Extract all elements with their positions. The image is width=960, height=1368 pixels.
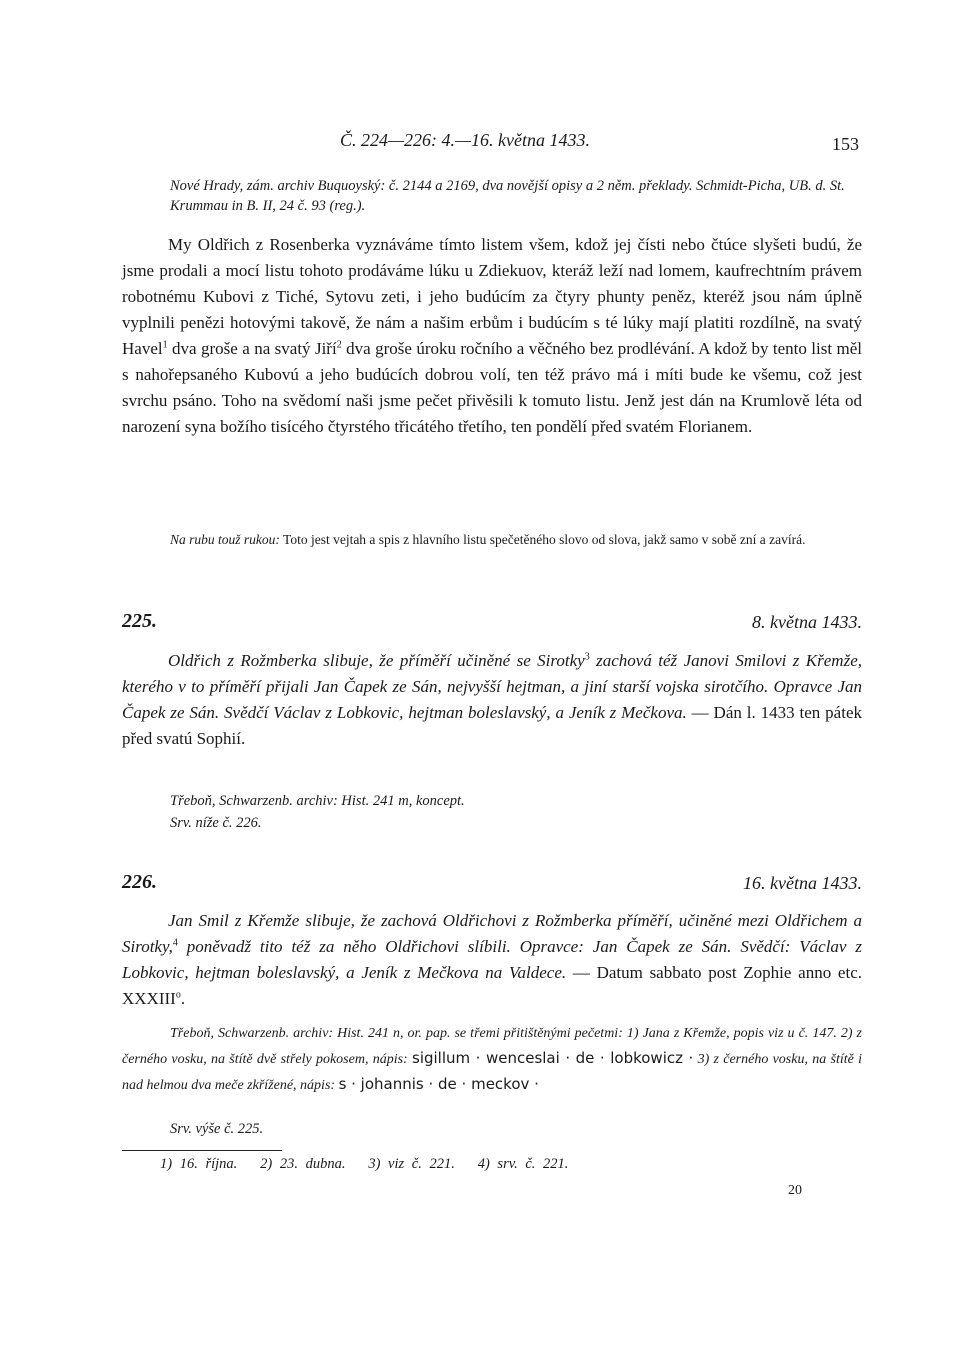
footnote-ref-2: 2 xyxy=(336,339,342,351)
footnote-ref-4: 4 xyxy=(172,937,178,949)
doc225-regest xyxy=(122,648,862,752)
doc226-see-also: Srv. výše č. 225. xyxy=(170,1121,264,1137)
doc225-date: 8. května 1433. xyxy=(752,612,862,632)
doc224-body xyxy=(122,232,862,440)
dorsal-note-label: Na rubu touž rukou: xyxy=(170,532,280,547)
doc226-text-c: — Datum sabbato post Zophie anno etc. XXXIII xyxy=(122,963,862,1008)
dorsal-note-text: Toto jest vejtah a spis z hlavního listu spečetěného slovo od slova, jakž samo v sobě zní a zavírá. xyxy=(279,532,806,547)
doc225-text-a: Oldřich z Rožmberka slibuje, že příměří učiněné se Sirotky xyxy=(168,651,585,670)
doc226-text-b: poněvadž tito též za něho Oldřichovi slíbili. Opravce: Jan Čapek ze Sán. Svědčí: Václav z Lobkovic, hejtman boleslavský, a Jeník z Mečkova na Valdece. xyxy=(122,937,862,982)
doc226-source xyxy=(122,1022,862,1098)
footnote-divider xyxy=(122,1150,282,1151)
seal-legend-2: s · johannis · de · meckov · xyxy=(338,1075,539,1093)
doc225-source: Třeboň, Schwarzenb. archiv: Hist. 241 m, koncept. xyxy=(170,793,465,809)
page-number: 153 xyxy=(832,134,859,154)
footnote-ref-3: 3 xyxy=(584,651,590,663)
doc226-source-b: 3) z černého vosku, na štítě i nad helmou dva meče zkřížené, nápis: xyxy=(122,1052,863,1093)
doc226-source-a: Třeboň, Schwarzenb. archiv: Hist. 241 n, or. pap. se třemi přitištěnými pečetmi: 1) Jana z Křemže, popis viz u č. 147. 2) z černého vosku, na štítě dvě střely pokosem, nápis: xyxy=(122,1026,862,1067)
doc226-text-a: Jan Smil z Křemže slibuje, že zachová Oldřichovi z Rožmberka příměří, učiněné mezi Oldřichem a Sirotky, xyxy=(122,911,862,956)
doc224-dorsal-note xyxy=(122,528,862,552)
doc225-number: 225. xyxy=(122,610,157,632)
doc224-body-part-b: dva groše a na svatý Jiří xyxy=(167,339,337,358)
doc224-body-part-a: My Oldřich z Rosenberka vyznáváme tímto listem všem, kdož jej čísti nebo čtúce slyšeti budú, že jsme prodali a mocí listu tohoto prodáváme lúku u Zdiekuov, kteráž leží nad lomem, kaufrechtním právem robotnému Kubovi z Tiché, Sytovu zeti, i jeho budúcím za čtyry phunty peněz, kteréž jsou nám úplně vyplnili penězi hotovými takově, že nám a našim erbům i budúcím s té lúky mají platiti rozdílně, na svatý Havel xyxy=(122,235,862,358)
running-title: Č. 224—226: 4.—16. května 1433. xyxy=(340,130,590,150)
doc225-text-c: — Dán l. 1433 ten pátek před svatú Sophií. xyxy=(122,703,862,748)
doc224-body-part-c: dva groše úroku ročního a věčného bez prodlévání. A kdož by tento list měl s nahořepsaného Kubovú a jeho budúcích dobrou volí, ten též právo má i míti bude ke všemu, což jest svrchu psáno. Toho na svědomí naši jsme pečet přivěsili k tomuto listu. Jenž jest dán na Krumlově léta od narození syna božího tisícého čtyrstého třicátého třetího, ten pondělí před svatém Florianem. xyxy=(122,339,862,436)
footnote-ref-1: 1 xyxy=(162,339,168,351)
sheet-signature: 20 xyxy=(788,1183,802,1198)
seal-legend-1: sigillum · wenceslai · de · lobkowicz · xyxy=(412,1049,694,1067)
doc226-regest xyxy=(122,908,862,1012)
doc225-text-b: zachová též Janovi Smilovi z Křemže, kterého v to příměří přijali Jan Čapek ze Sán, nejvyšší hejtman, a jiní starší vojska sirotčího. Opravce Jan Čapek ze Sán. Svědčí Václav z Lobkovic, hejtman boleslavský, a Jeník z Mečkova. xyxy=(122,651,862,722)
footnotes: 1) 16. října. 2) 23. dubna. 3) viz č. 221. 4) srv. č. 221. xyxy=(160,1156,569,1172)
degree-sup: o xyxy=(175,989,181,1001)
doc225-see-also: Srv. níže č. 226. xyxy=(170,815,262,831)
doc226-text-c-end: . xyxy=(180,989,186,1008)
doc226-date: 16. května 1433. xyxy=(743,873,862,893)
doc226-number: 226. xyxy=(122,871,157,893)
doc224-source: Nové Hrady, zám. archiv Buquoyský: č. 2144 a 2169, dva novější opisy a 2 něm. překlady. Schmidt-Picha, UB. d. St. Krummau in B. II, 24 č. 93 (reg.). xyxy=(170,178,845,214)
